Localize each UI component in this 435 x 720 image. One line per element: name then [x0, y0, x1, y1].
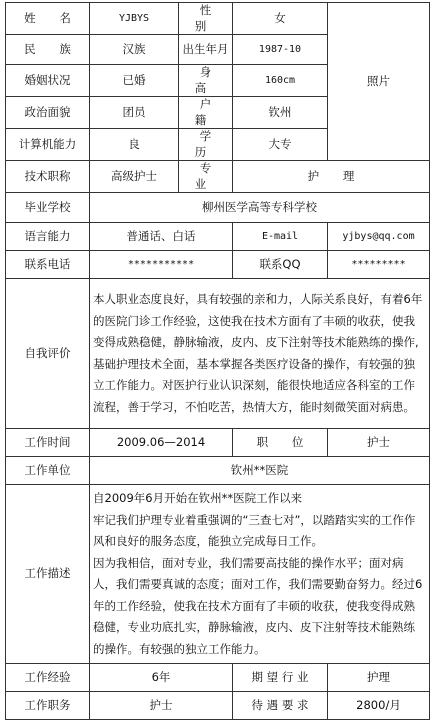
position-value: 护士: [328, 429, 430, 457]
self-eval-text: 本人职业态度良好，具有较强的亲和力，人际关系良好，有着6年的医院门诊工作经验，这使我在技术方面有了丰硕的收获，使我变得成熟稳健，静脉输液，皮内、皮下注射等技术能熟练的操作,基础护理技术全面，基本掌握各类医疗设备的操作，有较强的独立工作能力。对医护行业认识深刻，能很快地适应各科室的工作流程，善于学习，不怕吃苦，热情大方，能时刻微笑面对病患。: [90, 279, 430, 429]
birth-value: 1987-10: [233, 35, 328, 65]
school-label: 毕业学校: [6, 193, 90, 223]
major-label: 专 业: [179, 161, 233, 193]
political-value: 团员: [90, 97, 179, 129]
email-label: E-mail: [233, 223, 328, 251]
work-time-value: 2009.06—2014: [90, 429, 233, 457]
education-value: 大专: [233, 129, 328, 161]
name-label: 姓 名: [6, 3, 90, 35]
row-job: [6, 692, 430, 720]
resume-table: [5, 2, 430, 720]
email-value: yjbys@qq.com: [328, 223, 430, 251]
job-label: 工作职务: [6, 692, 90, 720]
hukou-label: 户 籍: [179, 97, 233, 129]
language-label: 语言能力: [6, 223, 90, 251]
political-label: 政治面貌: [6, 97, 90, 129]
row-work-unit: [6, 457, 430, 485]
experience-value: 6年: [90, 664, 233, 692]
gender-value: 女: [233, 3, 328, 35]
computer-label: 计算机能力: [6, 129, 90, 161]
marital-value: 已婚: [90, 65, 179, 97]
phone-value: ***********: [90, 251, 233, 279]
work-desc-text: [90, 485, 430, 664]
work-unit-label: 工作单位: [6, 457, 90, 485]
row-work-desc: [6, 485, 430, 664]
hukou-value: 钦州: [233, 97, 328, 129]
photo-cell: 照片: [328, 3, 430, 161]
work-unit-value: 钦州**医院: [90, 457, 430, 485]
row-phone: [6, 251, 430, 279]
row-work-time: [6, 429, 430, 457]
title-value: 高级护士: [90, 161, 179, 193]
ethnicity-label: 民 族: [6, 35, 90, 65]
birth-label: 出生年月: [179, 35, 233, 65]
self-eval-label: 自我评价: [6, 279, 90, 429]
school-value: 柳州医学高等专科学校: [90, 193, 430, 223]
name-value: YJBYS: [90, 3, 179, 35]
gender-label: 性 别: [179, 3, 233, 35]
qq-value: *********: [328, 251, 430, 279]
job-value: 护士: [90, 692, 233, 720]
computer-value: 良: [90, 129, 179, 161]
position-label: 职 位: [233, 429, 328, 457]
education-label: 学 历: [179, 129, 233, 161]
phone-label: 联系电话: [6, 251, 90, 279]
salary-label: 待 遇 要 求: [233, 692, 328, 720]
work-desc-line: 自2009年6月开始在钦州**医院工作以来: [93, 491, 303, 506]
row-name: [6, 3, 430, 35]
row-school: [6, 193, 430, 223]
row-title: [6, 161, 430, 193]
work-time-label: 工作时间: [6, 429, 90, 457]
major-value: 护 理: [233, 161, 430, 193]
marital-label: 婚姻状况: [6, 65, 90, 97]
work-desc-line: 因为我相信，面对专业，我们需要高技能的操作水平；面对病人，我们需要真诚的态度；面对工作，我们需要勤奋努力。经过6年的工作经验，使我在技术方面有了丰硕的收获，使我变得成熟稳健，专业功底扎实，静脉输液，皮内、皮下注射等技术能熟练的操作。有较强的独立工作能力。: [93, 555, 423, 656]
height-label: 身 高: [179, 65, 233, 97]
experience-label: 工作经验: [6, 664, 90, 692]
row-self-eval: [6, 279, 430, 429]
language-value: 普通话、白话: [90, 223, 233, 251]
salary-value: 2800/月: [328, 692, 430, 720]
row-language: [6, 223, 430, 251]
ethnicity-value: 汉族: [90, 35, 179, 65]
work-desc-line: 牢记我们护理专业着重强调的“三查七对”，以踏踏实实的工作作风和良好的服务态度，能独立完成每日工作。: [93, 512, 416, 549]
expected-industry-value: 护理: [328, 664, 430, 692]
row-experience: [6, 664, 430, 692]
title-label: 技术职称: [6, 161, 90, 193]
expected-industry-label: 期 望 行 业: [233, 664, 328, 692]
height-value: 160cm: [233, 65, 328, 97]
work-desc-label: 工作描述: [6, 485, 90, 664]
qq-label: 联系QQ: [233, 251, 328, 279]
